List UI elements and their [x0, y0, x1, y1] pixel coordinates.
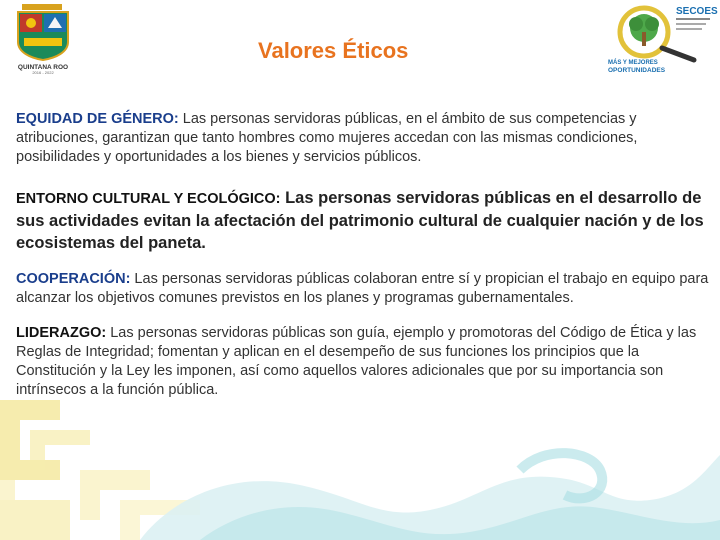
quintana-roo-subcaption: 2016 - 2022 [32, 70, 54, 74]
value-term: EQUIDAD DE GÉNERO: [16, 111, 179, 127]
quintana-roo-logo [4, 2, 82, 74]
value-term: ENTORNO CULTURAL Y ECOLÓGICO: [16, 191, 281, 207]
value-description: Las personas servidoras públicas en el desarrollo de sus actividades evitan la afectación del patrimonio cultural de cualquier nación y de los ecosistemas del paneta. [16, 189, 704, 252]
value-term: LIDERAZGO: [16, 325, 107, 341]
value-description: Las personas servidoras públicas, en el ámbito de sus competencias y atribuciones, garantizan que tanto hombres como mujeres accedan con las mismas condiciones, posibilidades y oportunidades a los bienes y servicios públicos. [16, 111, 638, 165]
value-description: Las personas servidoras públicas son guía, ejemplo y promotoras del Código de Ética y las Reglas de Integridad; fomentan y aplican en el desempeño de sus funciones los principios que la Constitución y la Ley les imponen, así como aquellos valores adicionales que por su importancia son intrínsecos a la función pública. [16, 325, 697, 398]
value-description: Las personas servidoras públicas colaboran entre sí y propician el trabajo en equipo para alcanzar los objetivos comunes previstos en los planes y programas gubernamentales. [16, 271, 709, 306]
values-list [16, 110, 716, 400]
secoes-tagline-2: OPORTUNIDADES [608, 67, 666, 74]
value-cooperacion [16, 270, 716, 308]
secoes-logo [604, 0, 720, 78]
page-title: Valores Éticos [258, 38, 409, 63]
secoes-tagline-1: MÁS Y MEJORES [608, 60, 658, 66]
value-liderazgo [16, 324, 716, 400]
value-equidad-de-genero [16, 110, 716, 167]
quintana-roo-caption: QUINTANA ROO [17, 64, 69, 71]
value-entorno-cultural-ecologico [16, 187, 716, 254]
value-term: COOPERACIÓN: [16, 271, 131, 287]
secoes-brand: SECOES [676, 6, 718, 17]
